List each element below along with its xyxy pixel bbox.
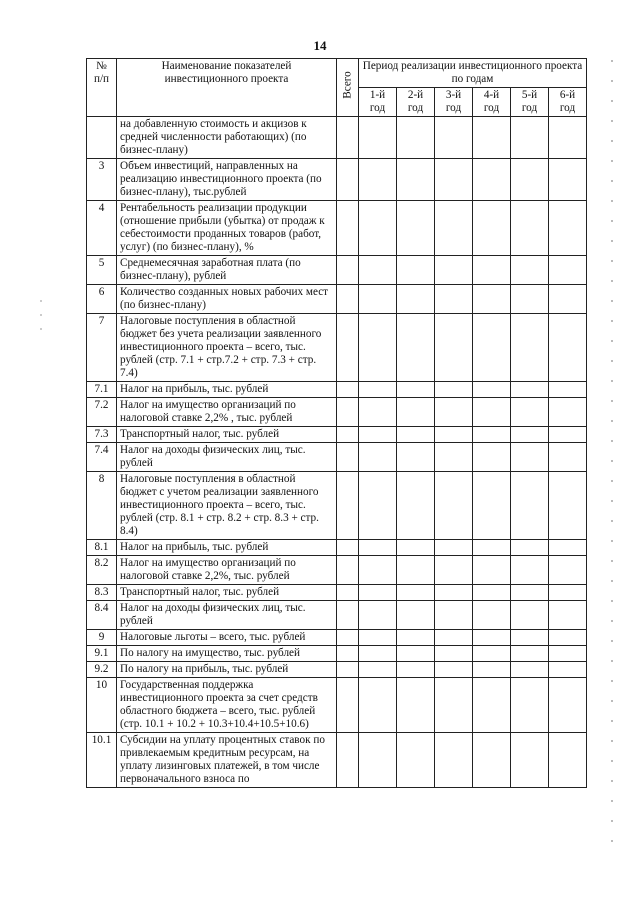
year-cell — [511, 256, 549, 285]
header-num: № п/п — [87, 59, 117, 117]
year-cell — [435, 382, 473, 398]
row-number: 8 — [87, 472, 117, 540]
year-cell — [549, 556, 587, 585]
year-cell — [397, 117, 435, 159]
total-cell — [337, 733, 359, 788]
year-cell — [473, 733, 511, 788]
row-number: 7.2 — [87, 398, 117, 427]
row-number: 9.1 — [87, 646, 117, 662]
year-cell — [549, 630, 587, 646]
indicator-name: Налог на прибыль, тыс. рублей — [117, 540, 337, 556]
year-cell — [435, 256, 473, 285]
year-cell — [397, 733, 435, 788]
year-cell — [473, 427, 511, 443]
year-cell — [359, 314, 397, 382]
year-cell — [549, 733, 587, 788]
year-cell — [473, 472, 511, 540]
year-cell — [511, 601, 549, 630]
year-cell — [549, 646, 587, 662]
year-cell — [473, 398, 511, 427]
year-cell — [511, 314, 549, 382]
table-row — [87, 662, 587, 678]
total-cell — [337, 662, 359, 678]
table-row — [87, 540, 587, 556]
row-number: 7.1 — [87, 382, 117, 398]
total-cell — [337, 630, 359, 646]
year-cell — [359, 285, 397, 314]
year-cell — [511, 443, 549, 472]
row-number: 8.2 — [87, 556, 117, 585]
year-cell — [511, 285, 549, 314]
indicator-name: Налог на прибыль, тыс. рублей — [117, 382, 337, 398]
year-cell — [359, 443, 397, 472]
year-cell — [435, 646, 473, 662]
year-cell — [435, 585, 473, 601]
table-row — [87, 678, 587, 733]
year-cell — [435, 314, 473, 382]
year-cell — [435, 540, 473, 556]
row-number: 7.4 — [87, 443, 117, 472]
row-number: 4 — [87, 201, 117, 256]
indicator-name: Рентабельность реализации продукции (отношение прибыли (убытка) от продаж к себестоимости проданных товаров (работ, услуг) (по бизнес-плану), % — [117, 201, 337, 256]
year-cell — [397, 540, 435, 556]
indicator-name: Субсидии на уплату процентных ставок по привлекаемым кредитным ресурсам, на уплату лизинговых платежей, в том числе первоначального взноса по — [117, 733, 337, 788]
year-cell — [549, 314, 587, 382]
total-cell — [337, 585, 359, 601]
indicator-name: Количество созданных новых рабочих мест (по бизнес-плану) — [117, 285, 337, 314]
year-cell — [473, 646, 511, 662]
year-cell — [397, 159, 435, 201]
table-row — [87, 601, 587, 630]
year-cell — [359, 427, 397, 443]
header-period: Период реализации инвестиционного проекта по годам — [359, 59, 587, 88]
year-cell — [435, 201, 473, 256]
year-cell — [511, 662, 549, 678]
table-row — [87, 398, 587, 427]
year-cell — [549, 398, 587, 427]
total-cell — [337, 117, 359, 159]
table-row — [87, 117, 587, 159]
table-row — [87, 159, 587, 201]
row-number: 5 — [87, 256, 117, 285]
year-cell — [359, 662, 397, 678]
header-name: Наименование показателей инвестиционного проекта — [117, 59, 337, 117]
table-row — [87, 556, 587, 585]
year-cell — [359, 382, 397, 398]
total-cell — [337, 443, 359, 472]
year-cell — [435, 472, 473, 540]
row-number: 9 — [87, 630, 117, 646]
year-cell — [397, 382, 435, 398]
year-cell — [397, 314, 435, 382]
year-cell — [435, 678, 473, 733]
year-cell — [359, 585, 397, 601]
row-number: 8.3 — [87, 585, 117, 601]
year-cell — [473, 285, 511, 314]
total-cell — [337, 556, 359, 585]
header-year-2: 2-й год — [397, 88, 435, 117]
total-cell — [337, 601, 359, 630]
year-cell — [359, 398, 397, 427]
year-cell — [435, 285, 473, 314]
page-number: 14 — [313, 38, 327, 53]
year-cell — [435, 601, 473, 630]
year-cell — [549, 601, 587, 630]
row-number: 7 — [87, 314, 117, 382]
year-cell — [549, 443, 587, 472]
total-cell — [337, 646, 359, 662]
year-cell — [511, 630, 549, 646]
row-number: 7.3 — [87, 427, 117, 443]
year-cell — [397, 662, 435, 678]
indicator-name: По налогу на имущество, тыс. рублей — [117, 646, 337, 662]
scan-margin-marks-left — [40, 300, 42, 340]
table-row — [87, 285, 587, 314]
year-cell — [397, 201, 435, 256]
header-year-6: 6-й год — [549, 88, 587, 117]
year-cell — [549, 256, 587, 285]
year-cell — [511, 678, 549, 733]
table-row — [87, 585, 587, 601]
header-year-5: 5-й год — [511, 88, 549, 117]
year-cell — [511, 540, 549, 556]
year-cell — [473, 630, 511, 646]
table-row — [87, 443, 587, 472]
year-cell — [359, 630, 397, 646]
year-cell — [359, 540, 397, 556]
year-cell — [549, 662, 587, 678]
year-cell — [549, 382, 587, 398]
row-number: 9.2 — [87, 662, 117, 678]
year-cell — [359, 159, 397, 201]
year-cell — [549, 678, 587, 733]
year-cell — [511, 585, 549, 601]
year-cell — [549, 427, 587, 443]
indicator-name: Среднемесячная заработная плата (по бизнес-плану), рублей — [117, 256, 337, 285]
year-cell — [359, 601, 397, 630]
year-cell — [397, 601, 435, 630]
total-cell — [337, 398, 359, 427]
year-cell — [511, 427, 549, 443]
table-row — [87, 201, 587, 256]
total-cell — [337, 201, 359, 256]
year-cell — [511, 398, 549, 427]
year-cell — [397, 556, 435, 585]
year-cell — [473, 256, 511, 285]
year-cell — [435, 443, 473, 472]
year-cell — [549, 159, 587, 201]
total-cell — [337, 256, 359, 285]
year-cell — [397, 398, 435, 427]
indicator-name: Налог на доходы физических лиц, тыс. рублей — [117, 601, 337, 630]
year-cell — [511, 117, 549, 159]
indicator-name: Налоговые поступления в областной бюджет с учетом реализации заявленного инвестиционного проекта – всего, тыс. рублей (стр. 8.1 + стр. 8.2 + стр. 8.3 + стр. 8.4) — [117, 472, 337, 540]
indicator-name: По налогу на прибыль, тыс. рублей — [117, 662, 337, 678]
total-cell — [337, 382, 359, 398]
year-cell — [435, 159, 473, 201]
table-row — [87, 733, 587, 788]
year-cell — [435, 630, 473, 646]
year-cell — [473, 678, 511, 733]
year-cell — [511, 556, 549, 585]
row-number: 6 — [87, 285, 117, 314]
total-cell — [337, 427, 359, 443]
year-cell — [473, 314, 511, 382]
total-cell — [337, 159, 359, 201]
indicator-name: Налоговые льготы – всего, тыс. рублей — [117, 630, 337, 646]
year-cell — [397, 630, 435, 646]
year-cell — [549, 201, 587, 256]
indicator-name: Объем инвестиций, направленных на реализацию инвестиционного проекта (по бизнес-плану), тыс.рублей — [117, 159, 337, 201]
table-row — [87, 646, 587, 662]
header-total — [337, 59, 359, 117]
table-row — [87, 472, 587, 540]
year-cell — [511, 472, 549, 540]
indicator-name: Налог на доходы физических лиц, тыс. рублей — [117, 443, 337, 472]
year-cell — [435, 427, 473, 443]
year-cell — [473, 601, 511, 630]
year-cell — [359, 201, 397, 256]
total-cell — [337, 540, 359, 556]
year-cell — [511, 382, 549, 398]
year-cell — [473, 585, 511, 601]
header-year-4: 4-й год — [473, 88, 511, 117]
year-cell — [397, 427, 435, 443]
year-cell — [359, 646, 397, 662]
year-cell — [397, 256, 435, 285]
year-cell — [397, 443, 435, 472]
table-row — [87, 382, 587, 398]
year-cell — [473, 540, 511, 556]
total-cell — [337, 472, 359, 540]
year-cell — [397, 678, 435, 733]
year-cell — [397, 585, 435, 601]
year-cell — [511, 733, 549, 788]
table-body — [87, 117, 587, 788]
table-row — [87, 427, 587, 443]
year-cell — [397, 472, 435, 540]
total-cell — [337, 285, 359, 314]
year-cell — [397, 646, 435, 662]
year-cell — [511, 159, 549, 201]
year-cell — [473, 159, 511, 201]
year-cell — [473, 556, 511, 585]
total-cell — [337, 314, 359, 382]
year-cell — [435, 398, 473, 427]
year-cell — [435, 556, 473, 585]
indicator-name: Налог на имущество организаций по налоговой ставке 2,2%, тыс. рублей — [117, 556, 337, 585]
year-cell — [359, 678, 397, 733]
indicator-name: на добавленную стоимость и акцизов к средней численности работающих) (по бизнес-плану) — [117, 117, 337, 159]
header-row — [87, 59, 587, 88]
total-cell — [337, 678, 359, 733]
header-year-1: 1-й год — [359, 88, 397, 117]
year-cell — [435, 733, 473, 788]
indicator-name: Транспортный налог, тыс. рублей — [117, 585, 337, 601]
investment-indicators-table — [86, 58, 587, 788]
year-cell — [473, 201, 511, 256]
year-cell — [549, 540, 587, 556]
table-row — [87, 314, 587, 382]
year-cell — [511, 201, 549, 256]
year-cell — [511, 646, 549, 662]
year-cell — [549, 472, 587, 540]
year-cell — [435, 117, 473, 159]
year-cell — [549, 117, 587, 159]
year-cell — [397, 285, 435, 314]
row-number: 8.4 — [87, 601, 117, 630]
year-cell — [359, 256, 397, 285]
year-cell — [549, 285, 587, 314]
year-cell — [473, 662, 511, 678]
indicator-name: Государственная поддержка инвестиционного проекта за счет средств областного бюджета – всего, тыс. рублей (стр. 10.1 + 10.2 + 10.3+10.4+10.5+10.6) — [117, 678, 337, 733]
year-cell — [473, 117, 511, 159]
year-cell — [473, 382, 511, 398]
header-total-label: Всего — [341, 71, 353, 99]
indicator-name: Транспортный налог, тыс. рублей — [117, 427, 337, 443]
indicator-name: Налоговые поступления в областной бюджет без учета реализации заявленного инвестиционного проекта – всего, тыс. рублей (стр. 7.1 + стр.7.2 + стр. 7.3 + стр. 7.4) — [117, 314, 337, 382]
year-cell — [359, 117, 397, 159]
year-cell — [359, 472, 397, 540]
row-number: 8.1 — [87, 540, 117, 556]
year-cell — [435, 662, 473, 678]
table-row — [87, 256, 587, 285]
indicator-name: Налог на имущество организаций по налоговой ставке 2,2% , тыс. рублей — [117, 398, 337, 427]
row-number: 10.1 — [87, 733, 117, 788]
row-number: 3 — [87, 159, 117, 201]
row-number: 10 — [87, 678, 117, 733]
year-cell — [473, 443, 511, 472]
scan-margin-marks — [611, 60, 613, 860]
header-year-3: 3-й год — [435, 88, 473, 117]
year-cell — [359, 733, 397, 788]
year-cell — [549, 585, 587, 601]
year-cell — [359, 556, 397, 585]
row-number — [87, 117, 117, 159]
table-row — [87, 630, 587, 646]
